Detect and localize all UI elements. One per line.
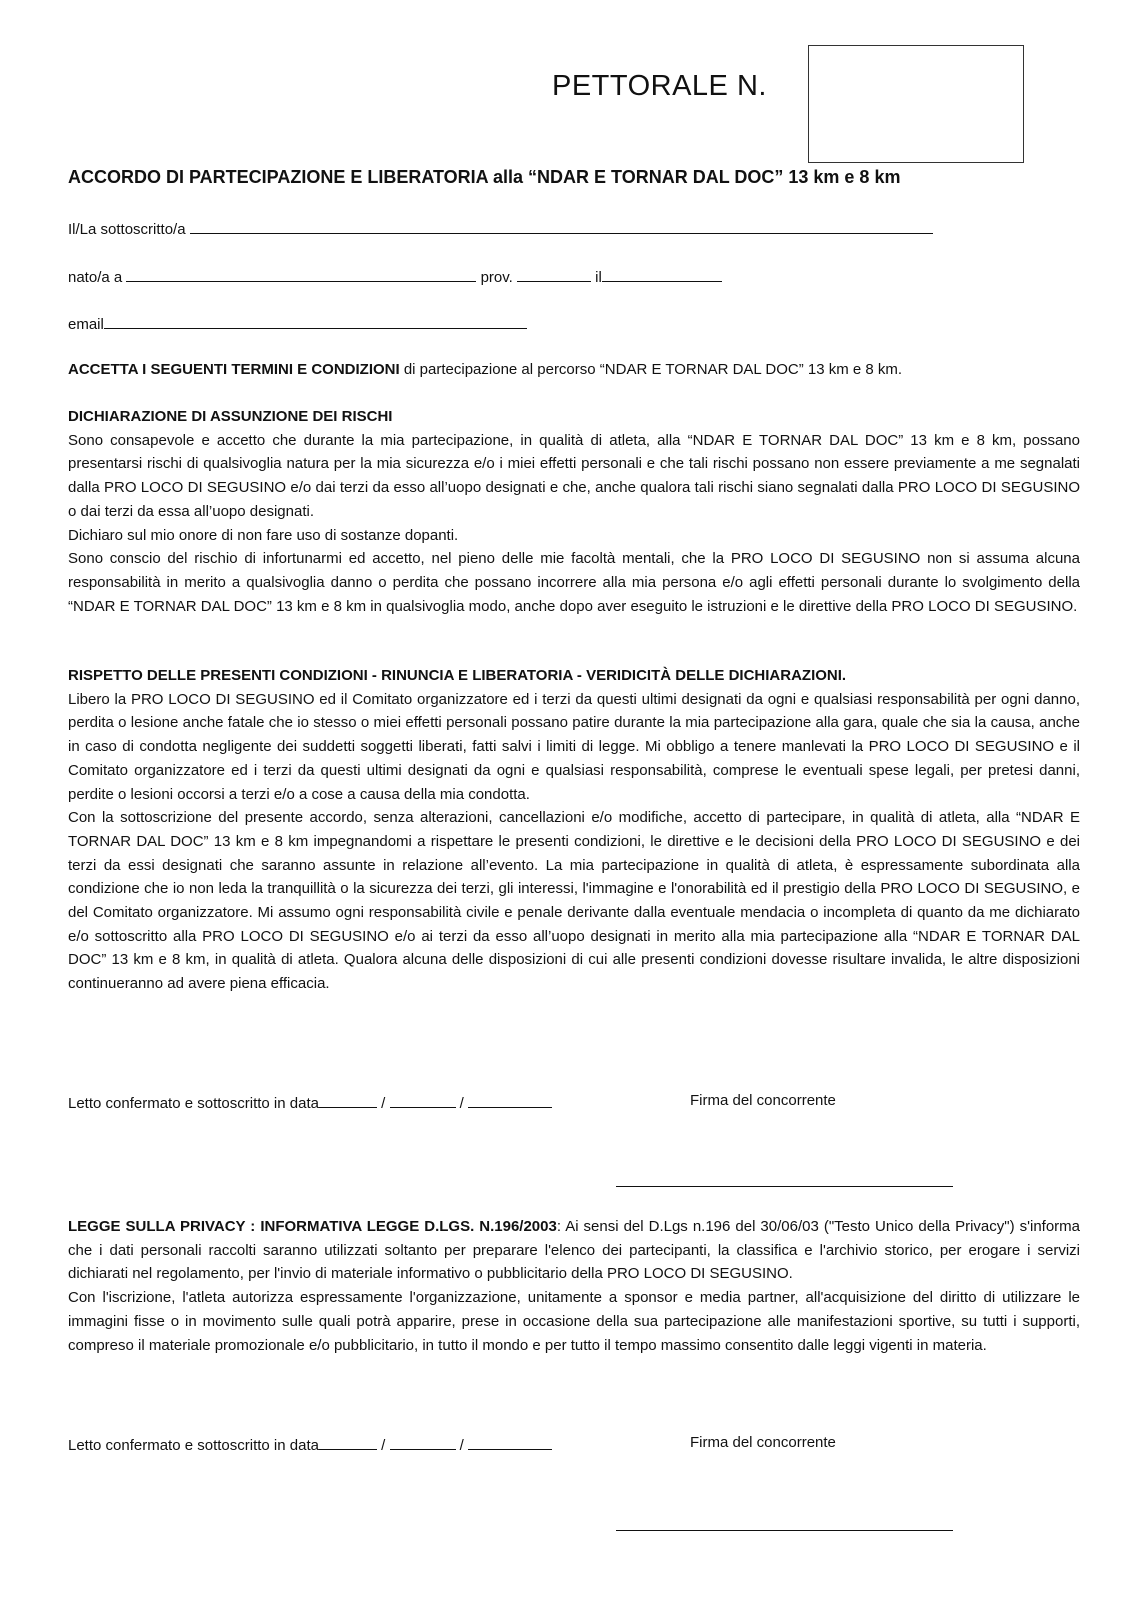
email-row [68,313,527,333]
accept-bold: ACCETTA I SEGUENTI TERMINI E CONDIZIONI [68,361,400,378]
confirm-label-1: Letto confermato e sottoscritto in data [68,1095,319,1112]
risks-paragraph-2: Dichiaro sul mio onore di non fare uso di sostanze dopanti. [68,526,459,544]
date-year-field-1[interactable] [468,1092,552,1108]
privacy-heading: LEGGE SULLA PRIVACY : INFORMATIVA LEGGE D.LGS. N.196/2003 [68,1218,557,1235]
release-paragraph-2: Con la sottoscrizione del presente accordo, senza alterazioni, cancellazioni e/o modifiche, accetto di partecipare, in qualità di atleta, alla “NDAR E TORNAR DAL DOC” 13 km e 8 km impegnandomi a rispettare le presenti condizioni, le direttive e le decisioni della PRO LOCO DI SEGUSINO e dei terzi da essi designati che saranno assunte in relazione all’evento. La mia partecipazione in qualità di atleta, è espressamente subordinata alla condizione che io non leda la tranquillità o la sicurezza dei terzi, gli interessi, l'immagine e l'onorabilità ed il prestigio della PRO LOCO DI SEGUSINO, e del Comitato organizzatore. Mi assumo ogni responsabilità civile e penale derivante dalla eventuale mendacia o incompleta di quanto da me dichiarato e/o sottoscritto alla PRO LOCO DI SEGUSINO e/o ai terzi da esso all’uopo designati in merito alla mia partecipazione alla “NDAR E TORNAR DAL DOC” 13 km e 8 km, in qualità di atleta. Qualora alcuna delle disposizioni di cui alle presenti condizioni dovesse risultare invalida, le altre disposizioni continueranno ad avere piena efficacia. [68,809,1080,993]
email-label: email [68,316,104,333]
bib-number-box[interactable] [808,45,1024,163]
date-sep-2a: / [381,1437,386,1454]
birthplace-row [68,266,722,286]
province-field[interactable] [517,266,591,282]
privacy-paragraph-2: Con l'iscrizione, l'atleta autorizza espressamente l'organizzazione, unitamente a sponsor e media partner, all'acquisizione del diritto di utilizzare le immagini fisse o in movimento sulle quali potrà apparire, prese in occasione della sua partecipazione alle manifestazioni sportive, su tutti i supporti, compreso il materiale promozionale e/o pubblicitario, in tutto il mondo e per tutto il tempo massimo consentito dalle leggi vigenti in materia. [68,1289,1080,1354]
release-paragraph-1: Libero la PRO LOCO DI SEGUSINO ed il Comitato organizzatore ed i terzi da questi ultimi designati da ogni e qualsiasi responsabilità per ogni danno, perdita o lesione anche fatale che io stesso o miei effetti personali possano patire durante la mia partecipazione alla gara, quale che sia la causa, anche in caso di condotta negligente dei suddetti soggetti liberati, fatti salvi i limiti di legge. Mi obbligo a tenere manlevati la PRO LOCO DI SEGUSINO e il Comitato organizzatore ed i terzi da questi ultimi designati da ogni e qualsiasi responsabilità, comprese le eventuali spese legali, per pretesi danni, perdite o lesioni occorsi a terzi e/o a cose a causa della mia condotta. [68,690,1080,803]
prov-label: prov. [480,269,513,286]
accept-statement [68,358,1080,382]
signature-line-2[interactable] [616,1530,953,1531]
email-field[interactable] [104,313,527,329]
birthplace-field[interactable] [126,266,476,282]
birthdate-label: il [595,269,602,286]
privacy-section [68,1215,1080,1357]
release-section [68,664,1080,996]
signature-line-1[interactable] [616,1186,953,1187]
confirm-label-2: Letto confermato e sottoscritto in data [68,1437,319,1454]
date-day-field-1[interactable] [319,1092,377,1108]
date-sep-1a: / [381,1095,386,1112]
risks-section [68,405,1080,618]
birthdate-field[interactable] [602,266,722,282]
undersigned-field[interactable] [190,218,933,234]
bib-number-label: PETTORALE N. [552,70,767,102]
date-day-field-2[interactable] [319,1434,377,1450]
undersigned-row [68,218,933,238]
signature-date-row-1 [68,1092,552,1112]
privacy-paragraph-1: : Ai sensi del D.Lgs n.196 del 30/06/03 ("Testo Unico della Privacy") s'informa che i dati personali raccolti saranno utilizzati soltanto per preparare l'elenco dei partecipanti, la classifica e l'archivio storico, per erogare i servizi dichiarati nel regolamento, per l'invio di materiale informativo o pubblicitario della PRO LOCO DI SEGUSINO. [68,1218,1080,1283]
signer-label-1: Firma del concorrente [690,1092,836,1109]
risks-heading: DICHIARAZIONE DI ASSUNZIONE DEI RISCHI [68,408,393,425]
undersigned-label: Il/La sottoscritto/a [68,221,186,238]
date-year-field-2[interactable] [468,1434,552,1450]
born-label: nato/a a [68,269,123,286]
date-month-field-2[interactable] [390,1434,456,1450]
signer-label-2: Firma del concorrente [690,1434,836,1451]
accept-text: di partecipazione al percorso “NDAR E TORNAR DAL DOC” 13 km e 8 km. [399,361,903,378]
date-sep-2b: / [459,1437,464,1454]
document-title: ACCORDO DI PARTECIPAZIONE E LIBERATORIA alla “NDAR E TORNAR DAL DOC” 13 km e 8 km [68,167,901,187]
signature-date-row-2 [68,1434,552,1454]
date-month-field-1[interactable] [390,1092,456,1108]
date-sep-1b: / [459,1095,464,1112]
release-heading: RISPETTO DELLE PRESENTI CONDIZIONI - RINUNCIA E LIBERATORIA - VERIDICITÀ DELLE DICHIARAZIONI. [68,667,847,684]
risks-paragraph-3: Sono conscio del rischio di infortunarmi ed accetto, nel pieno delle mie facoltà mentali, che la PRO LOCO DI SEGUSINO non si assuma alcuna responsabilità in merito a qualsivoglia danno o perdita che possano incorrere alla mia persona e/o agli effetti personali durante lo svolgimento della “NDAR E TORNAR DAL DOC” 13 km e 8 km in qualsivoglia modo, anche dopo aver eseguito le istruzioni e le direttive della PRO LOCO DI SEGUSINO. [68,550,1080,615]
risks-paragraph-1: Sono consapevole e accetto che durante la mia partecipazione, in qualità di atleta, alla “NDAR E TORNAR DAL DOC” 13 km e 8 km, possano presentarsi rischi di qualsivoglia natura per la mia sicurezza e/o i miei effetti personali e che tali rischi possano non essere previamente a me segnalati dalla PRO LOCO DI SEGUSINO e/o dai terzi da esso all’uopo designati e che, anche qualora tali rischi siano segnalati dalla PRO LOCO DI SEGUSINO o dai terzi da essa all’uopo designati. [68,431,1080,520]
